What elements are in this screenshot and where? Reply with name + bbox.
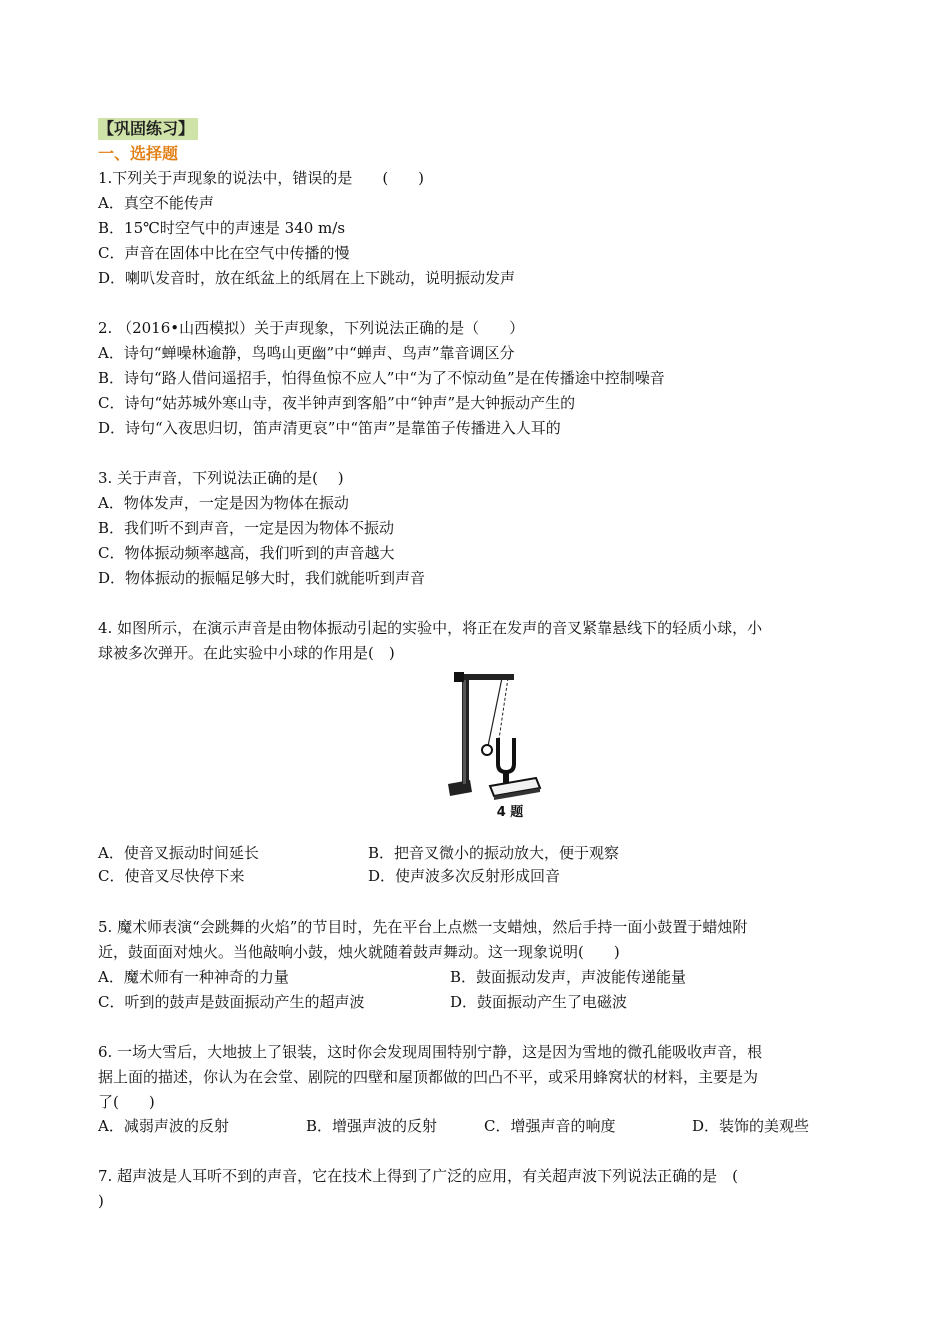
q6-option-c: C．增强声音的响度 — [484, 1117, 616, 1135]
q3-stem: 3. 关于声音，下列说法正确的是( ) — [98, 469, 344, 487]
q2-option-c: C．诗句“姑苏城外寒山寺，夜半钟声到客船”中“钟声”是大钟振动产生的 — [98, 394, 576, 412]
q5-stem-line2: 近，鼓面面对烛火。当他敲响小鼓，烛火就随着鼓声舞动。这一现象说明( ) — [98, 943, 620, 961]
q5-option-b: B．鼓面振动发声，声波能传递能量 — [450, 968, 687, 986]
q1-option-d: D．喇叭发音时，放在纸盆上的纸屑在上下跳动，说明振动发声 — [98, 269, 516, 287]
q6-option-a: A．减弱声波的反射 — [98, 1117, 229, 1135]
q1-option-c: C．声音在固体中比在空气中传播的慢 — [98, 244, 350, 262]
q6-option-d: D．装饰的美观些 — [692, 1117, 810, 1135]
q4-stem-line2: 球被多次弹开。在此实验中小球的作用是( ) — [98, 644, 395, 662]
q6-option-b: B．增强声波的反射 — [306, 1117, 438, 1135]
q5-stem-line1: 5. 魔术师表演“会跳舞的火焰”的节目时，先在平台上点燃一支蜡烛，然后手持一面小鼓置于蜡烛附 — [98, 918, 748, 936]
q2-stem: 2. （2016•山西模拟）关于声现象，下列说法正确的是（ ） — [98, 319, 525, 337]
tuning-fork-apparatus-illustration — [440, 662, 580, 802]
q2-option-a: A．诗句“蝉噪林逾静，鸟鸣山更幽”中“蝉声、鸟声”靠音调区分 — [98, 344, 515, 362]
q3-option-c: C．物体振动频率越高，我们听到的声音越大 — [98, 544, 395, 562]
q2-option-b: B．诗句“路人借问遥招手，怕得鱼惊不应人”中“为了不惊动鱼”是在传播途中控制噪音 — [98, 369, 665, 387]
tuning-fork-figure — [440, 662, 580, 827]
q7-stem-line1: 7. 超声波是人耳听不到的声音，它在技术上得到了广泛的应用，有关超声波下列说法正确的是 ( — [98, 1167, 738, 1185]
q3-option-a: A．物体发声，一定是因为物体在振动 — [98, 494, 349, 512]
q4-option-a: A．使音叉振动时间延长 — [98, 844, 259, 862]
q3-option-d: D．物体振动的振幅足够大时，我们就能听到声音 — [98, 569, 426, 587]
q4-option-b: B．把音叉微小的振动放大，便于观察 — [368, 844, 620, 862]
q5-option-a: A．魔术师有一种神奇的力量 — [98, 968, 289, 986]
q3-option-b: B．我们听不到声音，一定是因为物体不振动 — [98, 519, 395, 537]
q5-option-d: D．鼓面振动产生了电磁波 — [450, 993, 628, 1011]
q4-option-c: C．使音叉尽快停下来 — [98, 867, 245, 885]
q1-stem: 1.下列关于声现象的说法中，错误的是 ( ) — [98, 169, 425, 187]
q1-option-b: B．15℃时空气中的声速是 340 m/s — [98, 219, 346, 237]
q6-stem-line3: 了( ) — [98, 1093, 155, 1111]
q6-stem-line2: 据上面的描述，你认为在会堂、剧院的四壁和屋顶都做的凹凸不平，或采用蜂窝状的材料，主要是为 — [98, 1068, 759, 1086]
q1-option-a: A．真空不能传声 — [98, 194, 214, 212]
q4-stem-line1: 4. 如图所示，在演示声音是由物体振动引起的实验中，将正在发声的音叉紧靠悬线下的轻质小球，小 — [98, 619, 763, 637]
q5-option-c: C．听到的鼓声是鼓面振动产生的超声波 — [98, 993, 365, 1011]
q6-stem-line1: 6. 一场大雪后，大地披上了银装，这时你会发现周围特别宁静，这是因为雪地的微孔能吸收声音，根 — [98, 1043, 763, 1061]
q2-option-d: D．诗句“入夜思归切，笛声清更哀”中“笛声”是靠笛子传播进入人耳的 — [98, 419, 561, 437]
q4-option-d: D．使声波多次反射形成回音 — [368, 867, 561, 885]
practice-heading: 【巩固练习】 — [98, 118, 198, 140]
figure-caption: 4 题 — [496, 805, 524, 820]
section-heading: 一、选择题 — [98, 144, 179, 163]
q7-stem-line2: ) — [98, 1192, 104, 1210]
